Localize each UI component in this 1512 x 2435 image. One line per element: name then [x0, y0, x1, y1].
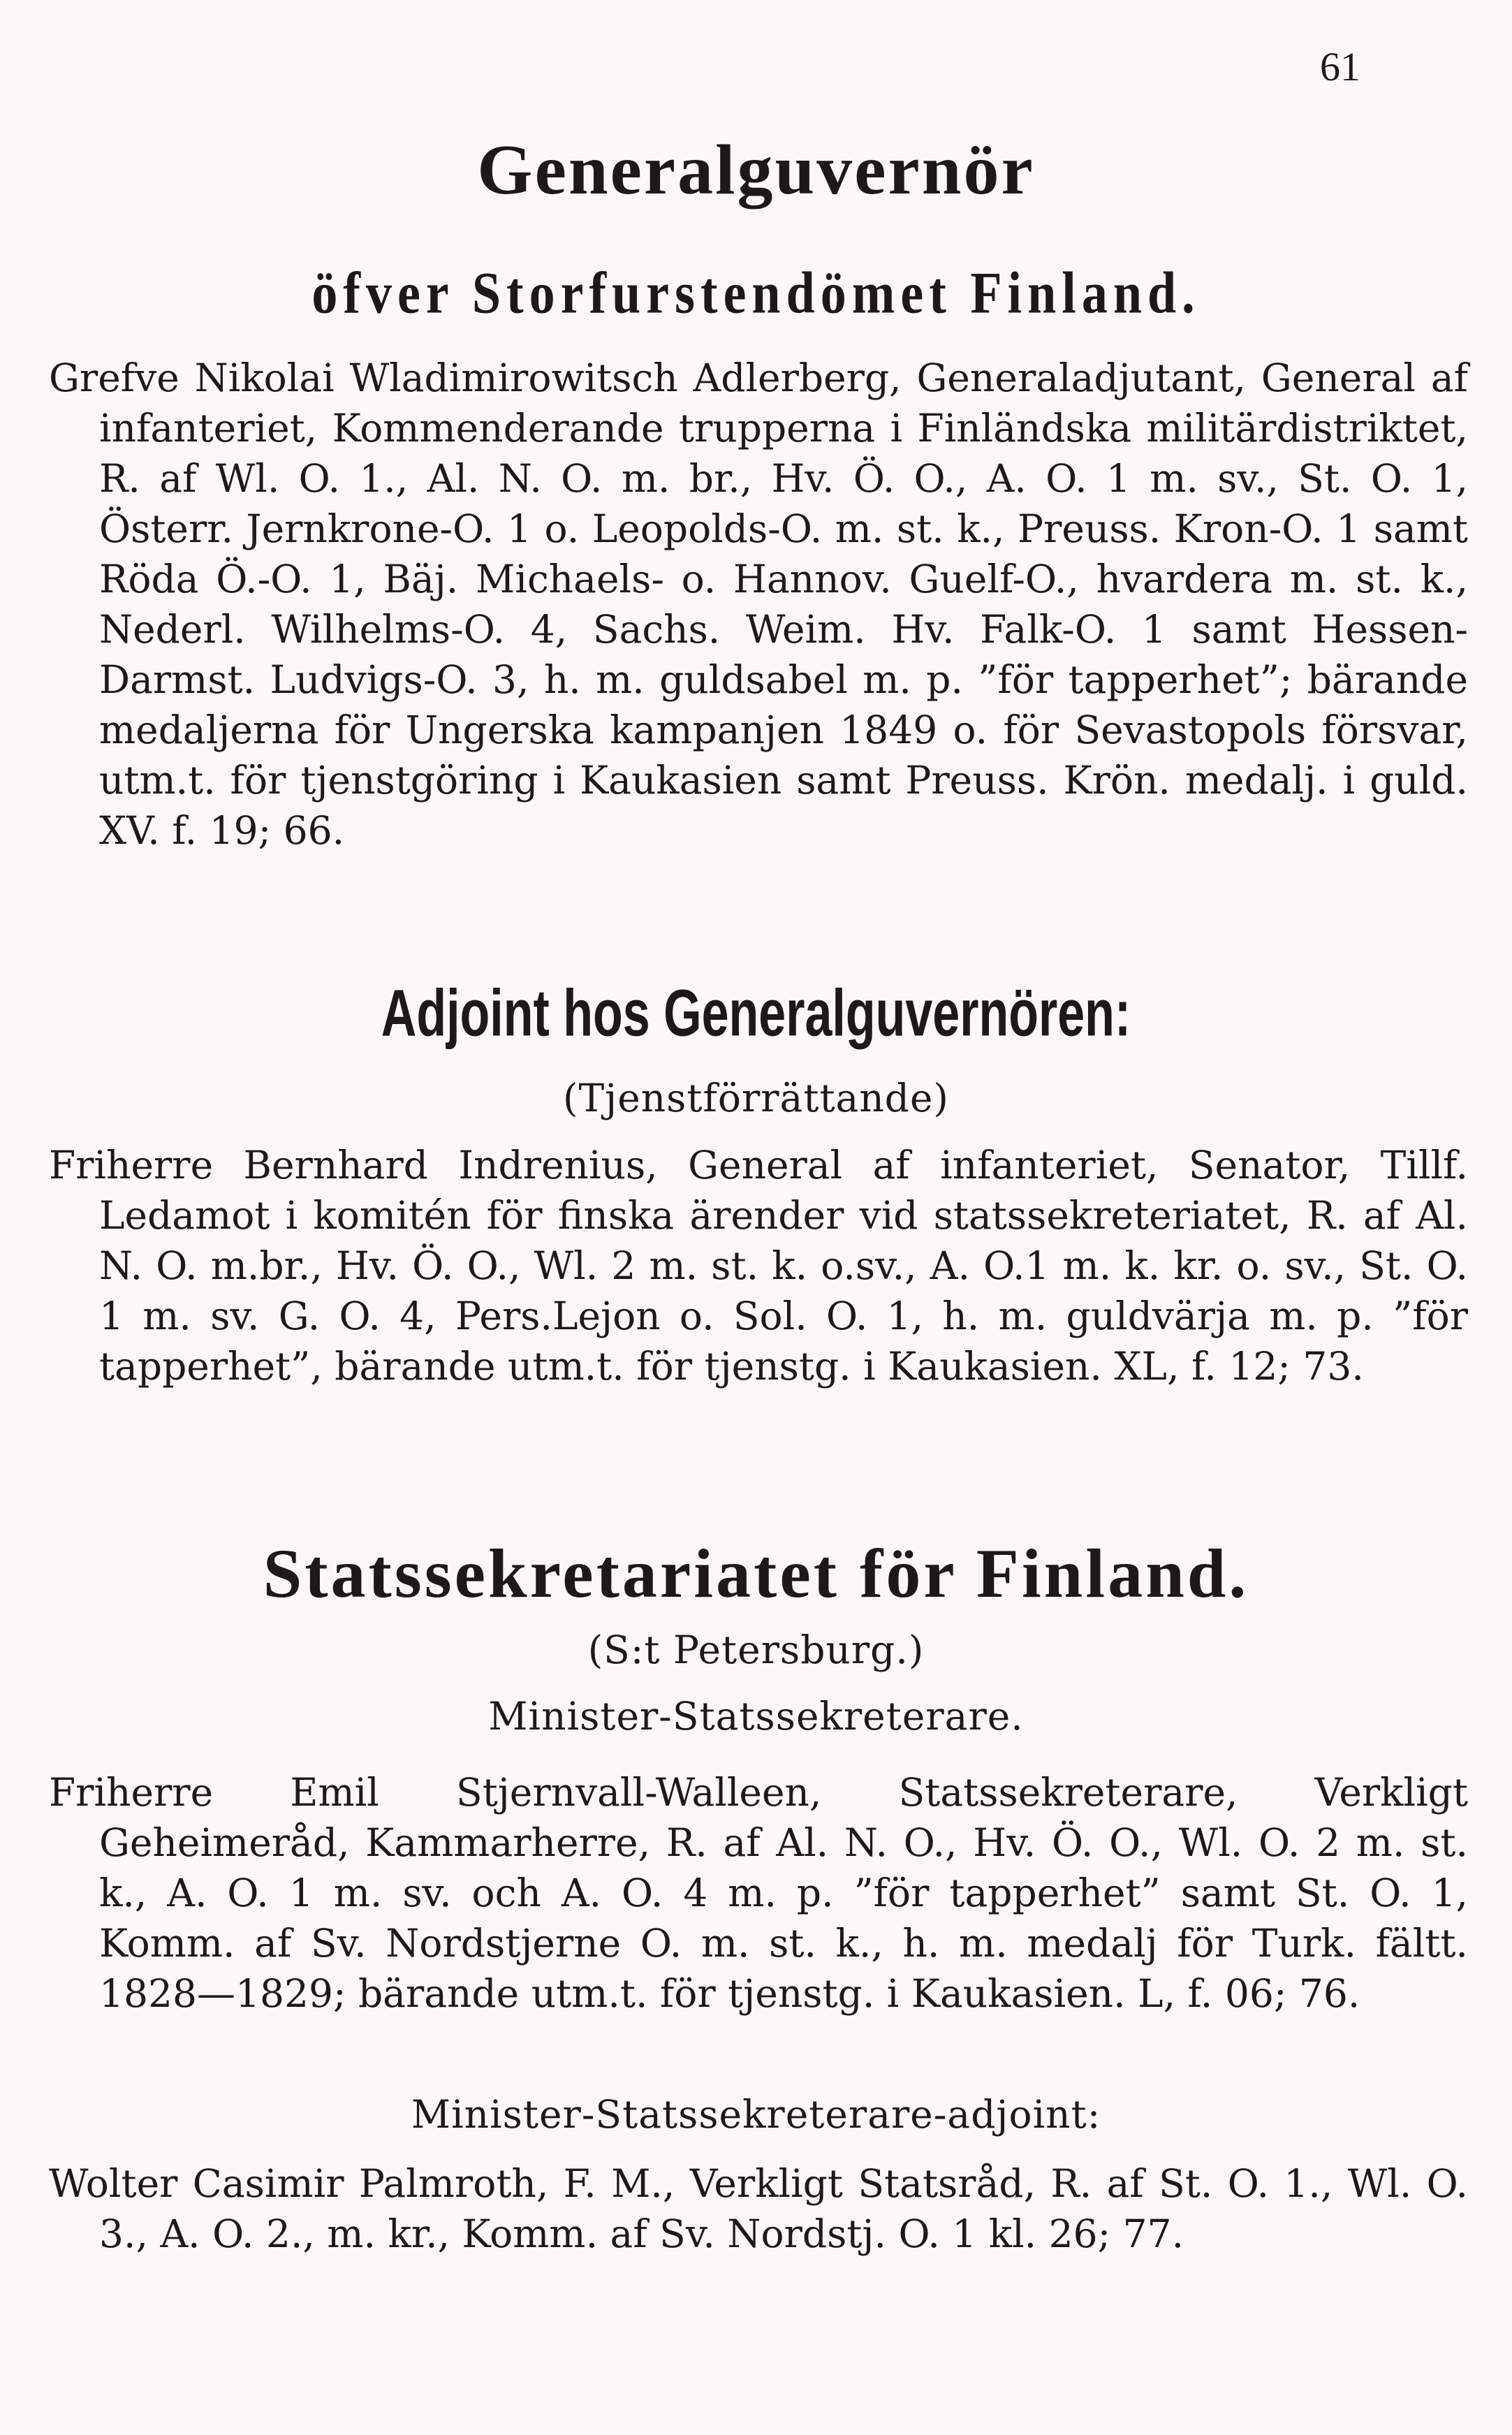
section-title-generalguvernor: Generalguvernör	[477, 131, 1035, 210]
section-subtitle-storfurstendomet: öfver Storfurstendömet Finland.	[311, 260, 1201, 327]
section-subtitle-adjoint: Minister-Statssekreterare-adjoint:	[411, 2092, 1101, 2137]
entry-text: Grefve Nikolai Wladimirowitsch Adlerberg, Generaladjutant, General af infanteriet, Kommenderande trupperna i Finländska militärdistriktet, R. af Wl. O. 1., Al. N. O. m. br., Hv. Ö. O., A. O. 1 m. sv., St. O. 1, Österr. Jernkrone-O. 1 o. Leopolds-O. m. st. k., Preuss. Kron-O. 1 samt Röda Ö.-O. 1, Bäj. Michaels- o. Hannov. Guelf-O., hvardera m. st. k., Nederl. Wilhelms-O. 4, Sachs. Weim. Hv. Falk-O. 1 samt Hessen-Darmst. Ludvigs-O. 3, h. m. guldsabel m. p. ”för tapperhet”; bärande medaljerna för Ungerska kampanjen 1849 o. för Sevastopols försvar, utm.t. för tjenstgöring i Kaukasien samt Preuss. Krön. medalj. i guld. XV. f. 19; 66.	[49, 356, 1468, 853]
entry-indrenius	[49, 1140, 1468, 1391]
section-title-adjoint: Adjoint hos Generalguvernören:	[381, 976, 1131, 1050]
entry-adlerberg	[49, 353, 1468, 856]
page-number: 61	[1320, 44, 1360, 89]
location-line: (S:t Petersburg.)	[587, 1628, 925, 1672]
entry-stjernvall-walleen	[49, 1767, 1468, 2019]
entry-text: Friherre Emil Stjernvall-Walleen, Statssekreterare, Verkligt Geheimeråd, Kammarherre, R. af Al. N. O., Hv. Ö. O., Wl. O. 2 m. st. k., A. O. 1 m. sv. och A. O. 4 m. p. ”för tapperhet” samt St. O. 1, Komm. af Sv. Nordstjerne O. m. st. k., h. m. medalj för Turk. fältt. 1828—1829; bärande utm.t. för tjenstg. i Kaukasien. L, f. 06; 76.	[49, 1770, 1468, 2016]
entry-text: Friherre Bernhard Indrenius, General af infanteriet, Senator, Tillf. Ledamot i komitén för finska ärender vid statssekreteriatet, R. af Al. N. O. m.br., Hv. Ö. O., Wl. 2 m. st. k. o.sv., A. O.1 m. k. kr. o. sv., St. O. 1 m. sv. G. O. 4, Pers.Lejon o. Sol. O. 1, h. m. guldvärja m. p. ”för tapperhet”, bärande utm.t. för tjenstg. i Kaukasien. XL, f. 12; 73.	[49, 1143, 1468, 1389]
section-subtitle-tjenstforrattande: (Tjenstförrättande)	[563, 1076, 949, 1120]
entry-text: Wolter Casimir Palmroth, F. M., Verkligt Statsråd, R. af St. O. 1., Wl. O. 3., A. O. 2., m. kr., Komm. af Sv. Nordstj. O. 1 kl. 26; 77.	[49, 2161, 1468, 2256]
entry-palmroth	[49, 2158, 1468, 2259]
section-subtitle-minister-statssekreterare: Minister-Statssekreterare.	[488, 1694, 1024, 1739]
section-title-statssekretariatet: Statssekretariatet för Finland.	[263, 1535, 1249, 1612]
